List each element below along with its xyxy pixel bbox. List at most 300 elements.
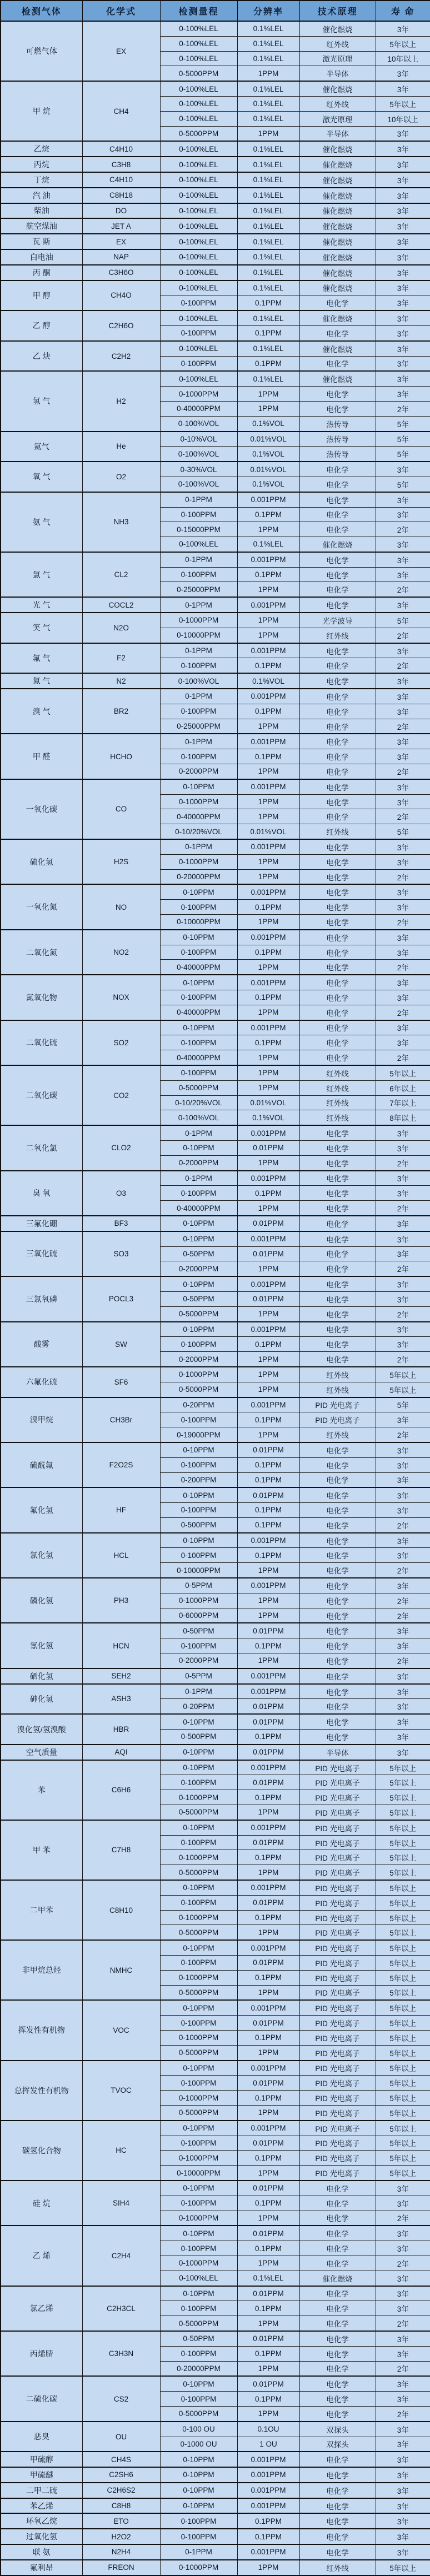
principle-cell: 电化学 <box>299 2286 376 2301</box>
life-cell: 2年 <box>376 915 430 930</box>
principle-cell: PID 光电离子 <box>299 1835 376 1850</box>
gas-group <box>1 779 430 839</box>
life-cell: 3年 <box>376 188 430 203</box>
gas-group <box>1 492 430 552</box>
principle-cell: 电化学 <box>299 597 376 613</box>
table-row <box>1 1367 430 1382</box>
gas-name-cell: 柴油 <box>1 203 82 219</box>
range-cell: 0-5000PPM <box>160 1805 237 1820</box>
formula-cell: C8H18 <box>82 188 160 203</box>
resolution-cell: 0.001PPM <box>237 1533 299 1548</box>
principle-cell: 电化学 <box>299 734 376 749</box>
range-cell: 0-10PPM <box>160 1216 237 1231</box>
life-cell: 3年 <box>376 1216 430 1231</box>
resolution-cell: 0.01%VOL <box>237 432 299 447</box>
principle-cell: 红外线 <box>299 1367 376 1382</box>
principle-cell: 催化燃烧 <box>299 218 376 234</box>
life-cell: 3年 <box>376 2286 430 2301</box>
range-cell: 0-1PPM <box>160 1171 237 1186</box>
life-cell: 2年 <box>376 582 430 597</box>
range-cell: 0-100PPM <box>160 749 237 764</box>
table-row <box>1 234 430 249</box>
resolution-cell: 0.01%VOL <box>237 824 299 839</box>
range-cell: 0-10PPM <box>160 2226 237 2241</box>
range-cell: 0-5000PPM <box>160 1925 237 1940</box>
life-cell: 5年以上 <box>376 2091 430 2106</box>
gas-group <box>1 2498 430 2514</box>
principle-cell: 催化燃烧 <box>299 310 376 325</box>
resolution-cell: 1PPM <box>237 2256 299 2271</box>
principle-cell: 电化学 <box>299 2392 376 2407</box>
formula-cell: SF6 <box>82 1367 160 1397</box>
principle-cell: 电化学 <box>299 1155 376 1170</box>
range-cell: 0-10PPM <box>160 1487 237 1502</box>
life-cell: 5年以上 <box>376 1925 430 1940</box>
resolution-cell: 1PPM <box>237 522 299 537</box>
range-cell: 0-40000PPM <box>160 401 237 416</box>
gas-group <box>1 1880 430 1940</box>
principle-cell: 红外线 <box>299 36 376 51</box>
gas-name-cell: 三氯氧磷 <box>1 1276 82 1321</box>
principle-cell: 催化燃烧 <box>299 188 376 203</box>
range-cell: 0-1000PPM <box>160 2211 237 2226</box>
principle-cell: 电化学 <box>299 945 376 960</box>
range-cell: 0-5000PPM <box>160 2045 237 2060</box>
life-cell: 3年 <box>376 218 430 234</box>
resolution-cell: 0.01PPM <box>237 1140 299 1155</box>
formula-cell: CS2 <box>82 2376 160 2421</box>
life-cell: 3年 <box>376 1035 430 1050</box>
table-row <box>1 2513 430 2529</box>
range-cell: 0-100%LEL <box>160 280 237 295</box>
resolution-cell: 0.1PPM <box>237 1457 299 1472</box>
table-row <box>1 265 430 280</box>
life-cell: 3年 <box>376 2301 430 2316</box>
resolution-cell: 0.01PPM <box>237 2016 299 2031</box>
life-cell: 3年 <box>376 203 430 219</box>
table-row <box>1 310 430 325</box>
resolution-cell: 1PPM <box>237 387 299 402</box>
gas-group <box>1 2286 430 2331</box>
range-cell: 0-10PPM <box>160 884 237 899</box>
header-row <box>1 1 430 21</box>
principle-cell: 电化学 <box>299 1457 376 1472</box>
gas-name-cell: 甲硫醇 <box>1 2452 82 2467</box>
gas-name-cell: 溴甲烷 <box>1 1397 82 1442</box>
table-header <box>1 1 430 21</box>
gas-name-cell: 汽 油 <box>1 188 82 203</box>
principle-cell: 电化学 <box>299 975 376 990</box>
resolution-cell: 1PPM <box>237 809 299 824</box>
gas-group <box>1 432 430 462</box>
resolution-cell: 0.001PPM <box>237 2544 299 2560</box>
gas-group <box>1 2226 430 2286</box>
resolution-cell: 1PPM <box>237 2166 299 2181</box>
principle-cell: PID 光电离子 <box>299 2091 376 2106</box>
gas-name-cell: 甲硫醚 <box>1 2467 82 2483</box>
resolution-cell: 0.1PPM <box>237 2529 299 2544</box>
life-cell: 5年以上 <box>376 1367 430 1382</box>
principle-cell: 电化学 <box>299 1231 376 1246</box>
gas-name-cell: 航空煤油 <box>1 218 82 234</box>
life-cell: 3年 <box>376 310 430 325</box>
table-row <box>1 2181 430 2196</box>
life-cell: 5年以上 <box>376 2166 430 2181</box>
formula-cell: HC <box>82 2121 160 2181</box>
resolution-cell: 0.001PPM <box>237 2452 299 2467</box>
principle-cell: 电化学 <box>299 507 376 522</box>
gas-name-cell: 二硫化碳 <box>1 2376 82 2421</box>
life-cell: 2年 <box>376 658 430 673</box>
range-cell: 0-1PPM <box>160 492 237 507</box>
gas-name-cell: 氧 气 <box>1 462 82 492</box>
principle-cell: 电化学 <box>299 658 376 673</box>
principle-cell: 电化学 <box>299 2513 376 2529</box>
gas-group <box>1 1940 430 2000</box>
resolution-cell: 1PPM <box>237 2406 299 2421</box>
range-cell: 0-100PPM <box>160 507 237 522</box>
range-cell: 0-10PPM <box>160 1820 237 1835</box>
life-cell: 2年 <box>376 628 430 643</box>
resolution-cell: 0.1PPM <box>237 2151 299 2166</box>
life-cell: 3年 <box>376 884 430 899</box>
range-cell: 0-100PPM <box>160 1186 237 1201</box>
gas-name-cell: 硅 烷 <box>1 2181 82 2226</box>
range-cell: 0-100PPM <box>160 2196 237 2211</box>
life-cell: 3年 <box>376 2196 430 2211</box>
range-cell: 0-10PPM <box>160 1760 237 1775</box>
resolution-cell: 0.1%LEL <box>237 218 299 234</box>
life-cell: 2年 <box>376 2211 430 2226</box>
range-cell: 0-10000PPM <box>160 2166 237 2181</box>
formula-cell: C6H6 <box>82 1760 160 1820</box>
table-row <box>1 2000 430 2015</box>
resolution-cell: 0.1PPM <box>237 1850 299 1865</box>
resolution-cell: 0.001PPM <box>237 839 299 854</box>
formula-cell: C8H8 <box>82 2498 160 2514</box>
range-cell: 0-100PPM <box>160 325 237 340</box>
principle-cell: 电化学 <box>299 2346 376 2361</box>
life-cell: 3年 <box>376 689 430 704</box>
gas-name-cell: 臭 氧 <box>1 1171 82 1216</box>
principle-cell: 热传导 <box>299 416 376 431</box>
principle-cell: 电化学 <box>299 1503 376 1518</box>
principle-cell: 电化学 <box>299 643 376 658</box>
table-row <box>1 341 430 356</box>
resolution-cell: 0.01PPM <box>237 2376 299 2391</box>
principle-cell: 催化燃烧 <box>299 2271 376 2286</box>
life-cell: 3年 <box>376 794 430 809</box>
gas-group <box>1 203 430 219</box>
principle-cell: 电化学 <box>299 960 376 975</box>
range-cell: 0-10PPM <box>160 2452 237 2467</box>
life-cell: 3年 <box>376 1638 430 1653</box>
gas-name-cell: 光 气 <box>1 597 82 613</box>
resolution-cell: 0.1%VOL <box>237 673 299 689</box>
formula-cell: CH4 <box>82 81 160 141</box>
table-row <box>1 2061 430 2076</box>
table-row <box>1 552 430 567</box>
resolution-cell: 0.1PPM <box>237 990 299 1005</box>
table-row <box>1 2226 430 2241</box>
range-cell: 0-2000PPM <box>160 764 237 779</box>
life-cell: 3年 <box>376 945 430 960</box>
principle-cell: 电化学 <box>299 1593 376 1608</box>
life-cell: 5年以上 <box>376 1382 430 1397</box>
range-cell: 0-1000PPM <box>160 2030 237 2045</box>
life-cell: 2年 <box>376 2361 430 2376</box>
principle-cell: 电化学 <box>299 1472 376 1487</box>
life-cell: 5年以上 <box>376 1790 430 1805</box>
resolution-cell: 1PPM <box>237 2560 299 2575</box>
table-row <box>1 1487 430 1502</box>
gas-name-cell: 乙 烯 <box>1 2226 82 2286</box>
range-cell: 0-5000PPM <box>160 1080 237 1095</box>
range-cell: 0-20000PPM <box>160 2361 237 2376</box>
formula-cell: BR2 <box>82 689 160 734</box>
principle-cell: 电化学 <box>299 1517 376 1532</box>
life-cell: 3年 <box>376 930 430 945</box>
life-cell: 3年 <box>376 734 430 749</box>
life-cell: 3年 <box>376 975 430 990</box>
gas-group <box>1 1125 430 1170</box>
gas-name-cell: 碳氢化合物 <box>1 2121 82 2181</box>
resolution-cell: 0.1PPM <box>237 507 299 522</box>
range-cell: 0-1000PPM <box>160 1790 237 1805</box>
gas-name-cell: 甲 苯 <box>1 1820 82 1880</box>
gas-group <box>1 2452 430 2467</box>
resolution-cell: 0.001PPM <box>237 492 299 507</box>
gas-group <box>1 839 430 884</box>
resolution-cell: 0.01PPM <box>237 2226 299 2241</box>
principle-cell: 热传导 <box>299 432 376 447</box>
range-cell: 0-100PPM <box>160 945 237 960</box>
life-cell: 3年 <box>376 1140 430 1155</box>
table-row <box>1 2452 430 2467</box>
resolution-cell: 1PPM <box>237 2316 299 2331</box>
table-row <box>1 81 430 96</box>
principle-cell: 电化学 <box>299 522 376 537</box>
principle-cell: 电化学 <box>299 2331 376 2346</box>
range-cell: 0-15000PPM <box>160 522 237 537</box>
table-row <box>1 1668 430 1684</box>
life-cell: 3年 <box>376 341 430 356</box>
principle-cell: PID 光电离子 <box>299 1925 376 1940</box>
principle-cell: 电化学 <box>299 1171 376 1186</box>
resolution-cell: 0.001PPM <box>237 2121 299 2136</box>
range-cell: 0-10000PPM <box>160 915 237 930</box>
resolution-cell: 0.1PPM <box>237 1730 299 1745</box>
life-cell: 2年 <box>376 1517 430 1532</box>
principle-cell: PID 光电离子 <box>299 1895 376 1910</box>
resolution-cell: 1PPM <box>237 1201 299 1216</box>
life-cell: 3年 <box>376 1699 430 1714</box>
resolution-cell: 0.1PPM <box>237 356 299 371</box>
life-cell: 5年以上 <box>376 1970 430 1985</box>
table-row <box>1 462 430 477</box>
resolution-cell: 1PPM <box>237 582 299 597</box>
formula-cell: FREON <box>82 2560 160 2575</box>
life-cell: 3年 <box>376 2544 430 2560</box>
life-cell: 5年 <box>376 613 430 628</box>
table-row <box>1 2121 430 2136</box>
formula-cell: SO2 <box>82 1020 160 1065</box>
table-row <box>1 1442 430 1457</box>
principle-cell: PID 光电离子 <box>299 1850 376 1865</box>
life-cell: 3年 <box>376 1442 430 1457</box>
gas-group <box>1 884 430 929</box>
life-cell: 3年 <box>376 81 430 96</box>
col-header-life: 寿 命 <box>376 1 430 21</box>
life-cell: 5年以上 <box>376 2151 430 2166</box>
resolution-cell: 0.1OU <box>237 2422 299 2437</box>
formula-cell: EX <box>82 21 160 81</box>
formula-cell: DO <box>82 203 160 219</box>
range-cell: 0-100%LEL <box>160 188 237 203</box>
range-cell: 0-10PPM <box>160 2000 237 2015</box>
gas-group <box>1 1668 430 1684</box>
range-cell: 0-5PPM <box>160 1668 237 1684</box>
principle-cell: 电化学 <box>299 719 376 734</box>
gas-group <box>1 613 430 643</box>
resolution-cell: 0.01PPM <box>237 1775 299 1790</box>
principle-cell: 催化燃烧 <box>299 203 376 219</box>
resolution-cell: 1PPM <box>237 764 299 779</box>
life-cell: 5年以上 <box>376 1985 430 2000</box>
table-row <box>1 643 430 658</box>
gas-group <box>1 1623 430 1668</box>
resolution-cell: 0.001PPM <box>237 1760 299 1775</box>
life-cell: 5年以上 <box>376 1910 430 1925</box>
range-cell: 0-100%LEL <box>160 172 237 188</box>
range-cell: 0-1PPM <box>160 597 237 613</box>
range-cell: 0-10PPM <box>160 1940 237 1955</box>
formula-cell: C2H4 <box>82 2226 160 2286</box>
resolution-cell: 0.1PPM <box>237 1186 299 1201</box>
life-cell: 3年 <box>376 1246 430 1261</box>
gas-name-cell: 非甲烷总烃 <box>1 1940 82 2000</box>
principle-cell: 电化学 <box>299 1261 376 1276</box>
gas-group <box>1 1367 430 1397</box>
principle-cell: 电化学 <box>299 1714 376 1729</box>
life-cell: 3年 <box>376 1578 430 1593</box>
principle-cell: 催化燃烧 <box>299 172 376 188</box>
principle-cell: 催化燃烧 <box>299 234 376 249</box>
life-cell: 3年 <box>376 2271 430 2286</box>
resolution-cell: 1PPM <box>237 66 299 81</box>
table-row <box>1 1714 430 1729</box>
gas-group <box>1 1745 430 1760</box>
formula-cell: BF3 <box>82 1216 160 1231</box>
principle-cell: 半导体 <box>299 126 376 141</box>
gas-name-cell: 氮 气 <box>1 673 82 689</box>
resolution-cell: 0.1PPM <box>237 1548 299 1563</box>
resolution-cell: 0.001PPM <box>237 1276 299 1291</box>
resolution-cell: 1PPM <box>237 1427 299 1442</box>
gas-name-cell: 氟利昂 <box>1 2560 82 2575</box>
resolution-cell: 1PPM <box>237 2211 299 2226</box>
principle-cell: 电化学 <box>299 1578 376 1593</box>
formula-cell: HCL <box>82 1533 160 1578</box>
range-cell: 0-500PPM <box>160 1730 237 1745</box>
range-cell: 0-1000PPM <box>160 2151 237 2166</box>
gas-name-cell: 总挥发性有机物 <box>1 2061 82 2121</box>
formula-cell: C2H6S2 <box>82 2483 160 2498</box>
principle-cell: 电化学 <box>299 552 376 567</box>
resolution-cell: 1PPM <box>237 1925 299 1940</box>
principle-cell: PID 光电离子 <box>299 1910 376 1925</box>
resolution-cell: 1PPM <box>237 1352 299 1367</box>
life-cell: 3年 <box>376 854 430 869</box>
principle-cell: 电化学 <box>299 930 376 945</box>
life-cell: 3年 <box>376 1171 430 1186</box>
gas-name-cell: 空气质量 <box>1 1745 82 1760</box>
range-cell: 0-1000PPM <box>160 794 237 809</box>
gas-group <box>1 218 430 234</box>
principle-cell: 电化学 <box>299 1699 376 1714</box>
resolution-cell: 0.1%LEL <box>237 111 299 126</box>
formula-cell: VOC <box>82 2000 160 2060</box>
formula-cell: NH3 <box>82 492 160 552</box>
gas-name-cell: 氰化氢 <box>1 1623 82 1668</box>
life-cell: 3年 <box>376 2483 430 2498</box>
gas-name-cell: 六氟化硫 <box>1 1367 82 1397</box>
life-cell: 3年 <box>376 507 430 522</box>
table-row <box>1 2529 430 2544</box>
gas-name-cell: 砷化氢 <box>1 1684 82 1715</box>
principle-cell: 电化学 <box>299 1548 376 1563</box>
life-cell: 2年 <box>376 1593 430 1608</box>
formula-cell: O2 <box>82 462 160 492</box>
range-cell: 0-100PPM <box>160 900 237 915</box>
table-row <box>1 2483 430 2498</box>
gas-group <box>1 1322 430 1367</box>
range-cell: 0-40000PPM <box>160 1201 237 1216</box>
formula-cell: COCL2 <box>82 597 160 613</box>
gas-group <box>1 1578 430 1623</box>
range-cell: 0-100%VOL <box>160 1110 237 1125</box>
life-cell: 3年 <box>376 1337 430 1352</box>
resolution-cell: 0.001PPM <box>237 1171 299 1186</box>
gas-group <box>1 1684 430 1715</box>
range-cell: 0-40000PPM <box>160 960 237 975</box>
life-cell: 3年 <box>376 1745 430 1760</box>
resolution-cell: 0.001PPM <box>237 597 299 613</box>
range-cell: 0-100PPM <box>160 1835 237 1850</box>
principle-cell: 热传导 <box>299 447 376 462</box>
gas-group <box>1 2000 430 2060</box>
resolution-cell: 0.001PPM <box>237 779 299 794</box>
table-row <box>1 157 430 172</box>
range-cell: 0-100PPM <box>160 2016 237 2031</box>
resolution-cell: 1PPM <box>237 628 299 643</box>
table-row <box>1 1880 430 1895</box>
life-cell: 3年 <box>376 280 430 295</box>
formula-cell: H2O2 <box>82 2529 160 2544</box>
range-cell: 0-100%VOL <box>160 477 237 492</box>
table-row <box>1 21 430 36</box>
resolution-cell: 1PPM <box>237 719 299 734</box>
life-cell: 3年 <box>376 21 430 36</box>
resolution-cell: 1PPM <box>237 960 299 975</box>
range-cell: 0-6000PPM <box>160 1608 237 1623</box>
range-cell: 0-5000PPM <box>160 1306 237 1321</box>
resolution-cell: 0.1%LEL <box>237 537 299 552</box>
principle-cell: 电化学 <box>299 2529 376 2544</box>
resolution-cell: 1PPM <box>237 1563 299 1578</box>
range-cell: 0-100PPM <box>160 2513 237 2529</box>
resolution-cell: 0.1PPM <box>237 325 299 340</box>
